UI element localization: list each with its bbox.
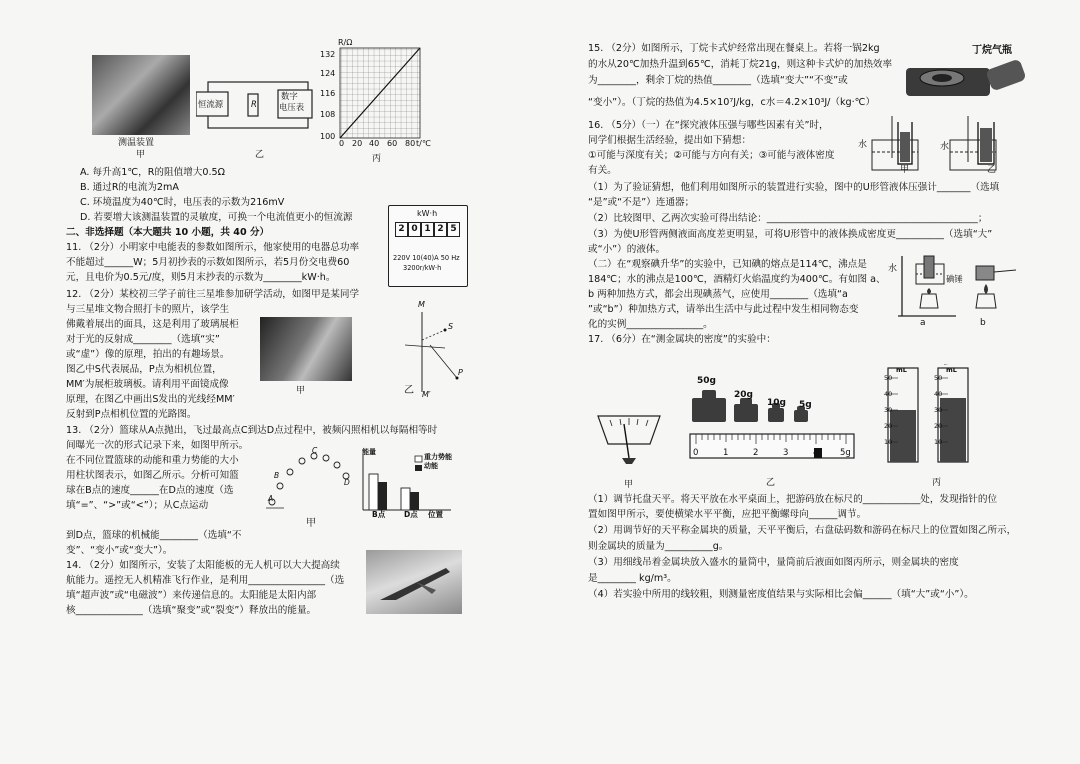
mirror-s-label: S bbox=[448, 322, 454, 331]
q12-line-9: 反射到P点相机位置的光路图。 bbox=[66, 409, 197, 420]
q13-line-7: 到D点，篮球的机械能________（选填“不 bbox=[66, 530, 242, 541]
q11-line-2: 不能超过______W；5月初抄表的示数如图所示，若5月份交电费60 bbox=[66, 257, 350, 268]
weight-label-20g: 20g bbox=[734, 390, 753, 400]
scale-tick-2: 2 bbox=[753, 448, 759, 458]
graph-x-tick-1: 20 bbox=[352, 139, 363, 148]
graph-x-tick-3: 60 bbox=[387, 139, 398, 148]
q17-q1-line-1: （1）调节托盘天平。将天平放在水平桌面上，把游码放在标尺的____________处，发现指针的位 bbox=[588, 494, 998, 505]
graph-x-axis-label: t/℃ bbox=[416, 139, 431, 148]
point-c-label: C bbox=[312, 446, 318, 455]
q16-line-1: 16. （5分）（一）在“探究液体压强与哪些因素有关”时， bbox=[588, 120, 829, 131]
mirror-yi-label: 乙 bbox=[404, 385, 414, 396]
q13-line-2: 间曝光一次的形式记录下来，如图甲所示。 bbox=[66, 440, 249, 451]
fig-yi-label: 乙 bbox=[255, 150, 265, 160]
scale-tick-5: 5g bbox=[840, 448, 851, 458]
q16-line-8: （3）为使U形管两侧液面高度差更明显，可将U形管中的液体换成密度更__________（选填“大” bbox=[588, 229, 993, 240]
q17-q2-line-1: （2）用调节好的天平称金属块的质量，天平平衡后，右盘砝码数和游码在标尺上的位置如图乙所示， bbox=[588, 525, 1017, 536]
mirror-p-label: P bbox=[458, 368, 463, 377]
weight-label-5g: 5g bbox=[799, 400, 812, 410]
balance-pointer-figure bbox=[594, 410, 664, 466]
q12-line-3: 佛戴着展出的面具，这是利用了玻璃展柜 bbox=[66, 319, 239, 330]
water-label-1: 水 bbox=[858, 140, 868, 150]
graph-y-tick-1: 124 bbox=[320, 69, 336, 78]
q16-line-11: 184℃；水的沸点是100℃，酒精灯火焰温度约为400℃。有如图 a、 bbox=[588, 274, 886, 285]
resistance-temperature-graph bbox=[336, 44, 426, 142]
weight-label-50g: 50g bbox=[697, 376, 716, 386]
cyl2-mark-50: 50 bbox=[934, 374, 943, 382]
weight-label-10g: 10g bbox=[767, 398, 786, 408]
cyl1-mark-30: 30 bbox=[884, 406, 893, 414]
graph-x-tick-0: 0 bbox=[339, 139, 345, 148]
meter-spec-1: 220V 10(40)A 50 Hz bbox=[393, 254, 460, 262]
iodine-water-label: 水 bbox=[888, 264, 898, 274]
q12-line-1: 12. （2分）某校初三学子前往三星堆参加研学活动，如图甲是某同学 bbox=[66, 289, 360, 300]
water-label-2: 水 bbox=[940, 142, 950, 152]
cylinder-bing-label: 丙 bbox=[932, 478, 942, 488]
q12-line-4: 对于光的反射成________（选填“实” bbox=[66, 334, 220, 345]
q17-q1-line-2: 置如图甲所示，要使横梁水平平衡，应把平衡螺母向______调节。 bbox=[588, 509, 867, 520]
bar-d-kinetic bbox=[410, 492, 419, 510]
circuit-diagram bbox=[196, 78, 320, 148]
q15-line-4: “变小”）。（丁烷的热值为4.5×10⁷J/kg，c水＝4.2×10³J/（kg·℃） bbox=[588, 97, 876, 108]
meter-digit-1: 0 bbox=[408, 222, 421, 237]
cyl1-mark-50: 50 bbox=[884, 374, 893, 382]
q16-line-13: ”或“b”）种加热方式，请举出生活中与此过程中发生相同物态变 bbox=[588, 304, 859, 315]
point-a-label: A bbox=[268, 494, 274, 503]
q17-q3-line-1: （3）用细线吊着金属块放入盛水的量筒中，量筒前后液面如图丙所示，则金属块的密度 bbox=[588, 557, 959, 568]
cyl2-mark-30: 30 bbox=[934, 406, 943, 414]
weight-50g bbox=[692, 398, 726, 422]
u-tube-yi-label: 乙 bbox=[987, 165, 997, 175]
option-b: B. 通过R的电流为2mA bbox=[80, 182, 179, 193]
meter-digits bbox=[395, 222, 460, 237]
scale-tick-3: 3 bbox=[783, 448, 789, 458]
butane-stove bbox=[902, 58, 1028, 102]
q17-q3-line-2: 是________ kg/m³。 bbox=[588, 573, 677, 584]
device-label: 测温装置 bbox=[118, 138, 155, 148]
q16-line-3: ①可能与深度有关；②可能与方向有关；③可能与液体密度 bbox=[588, 150, 835, 161]
q13-line-8: 变”、“变小”或“变大”）。 bbox=[66, 545, 173, 556]
q15-line-3: 为________，剩余丁烷的热值________（选填“变大”“不变”或 bbox=[588, 75, 848, 86]
legend-potential: 重力势能 bbox=[424, 453, 452, 461]
voltmeter-label-1: 数字 bbox=[281, 91, 298, 101]
cyl2-mark-20: 20 bbox=[934, 422, 943, 430]
option-a: A. 每升高1℃，R的阻值增大0.5Ω bbox=[80, 167, 225, 178]
fig-a-label: a bbox=[920, 318, 926, 328]
q15-line-2: 的水从20℃加热升温到65℃，消耗丁烷21g，则这种卡式炉的加热效率 bbox=[588, 59, 893, 70]
u-tube-jia-label: 甲 bbox=[900, 165, 910, 175]
point-b-label: B bbox=[274, 471, 280, 480]
iodine-hammer-label: 碘锤 bbox=[946, 274, 963, 284]
q13-line-6: 填“=”、“>”或“<”）；从C点运动 bbox=[66, 500, 209, 511]
bar-b-potential bbox=[369, 474, 378, 510]
pointer-needle bbox=[624, 424, 629, 458]
cyl2-mark-10: 10 bbox=[934, 438, 943, 446]
fig-bing-label: 丙 bbox=[372, 154, 382, 164]
sanxingdui-photo bbox=[260, 317, 352, 381]
q14-line-1: 14. （2分）如图所示，安装了太阳能板的无人机可以大大提高续 bbox=[66, 560, 340, 571]
chart-position-label: 位置 bbox=[428, 510, 443, 519]
q14-line-4: 核______________（选填“聚变”或“裂变”）释放出的能量。 bbox=[66, 605, 317, 616]
bar-d-potential bbox=[401, 488, 410, 510]
q13-jia-label: 甲 bbox=[306, 518, 316, 529]
meter-unit: kW·h bbox=[417, 209, 438, 218]
q16-line-12: b 两种加热方式，都会出现碘蒸气，应使用________（选填“a bbox=[588, 289, 848, 300]
cyl1-unit: mL bbox=[896, 366, 907, 374]
meter-digit-2: 1 bbox=[421, 222, 434, 237]
graph-x-tick-4: 80 bbox=[405, 139, 416, 148]
chart-b-point: B点 bbox=[372, 510, 386, 519]
graph-y-tick-2: 116 bbox=[320, 89, 336, 98]
graph-x-tick-2: 40 bbox=[369, 139, 380, 148]
q14-line-3: 填“超声波”或“电磁波”）来传递信息的。太阳能是太阳内部 bbox=[66, 590, 317, 601]
point-d-label: D bbox=[344, 478, 350, 487]
meter-digit-0: 2 bbox=[395, 222, 408, 237]
voltmeter-label-2: 电压表 bbox=[279, 102, 305, 112]
q16-line-5: （1）为了验证猜想，他们利用如图所示的装置进行实验，图中的U形管液体压强计_______（选填 bbox=[588, 182, 1000, 193]
temperature-device-photo bbox=[92, 55, 190, 135]
q16-line-4: 有关。 bbox=[588, 165, 617, 176]
meter-digit-4: 5 bbox=[447, 222, 460, 237]
bar-b-kinetic bbox=[378, 482, 387, 510]
cyl2-unit: mL bbox=[946, 366, 957, 374]
cyl1-mark-20: 20 bbox=[884, 422, 893, 430]
graph-y-tick-4: 100 bbox=[320, 132, 336, 141]
scale-tick-1: 1 bbox=[723, 448, 729, 458]
graph-y-tick-0: 132 bbox=[320, 50, 336, 59]
chart-d-point: D点 bbox=[404, 510, 418, 519]
q13-line-3: 在不同位置篮球的动能和重力势能的大小 bbox=[66, 455, 239, 466]
graduated-cylinders bbox=[882, 364, 982, 468]
meter-spec-2: 3200r/kW·h bbox=[403, 264, 442, 272]
q15-line-1: 15. （2分）如图所示，丁烷卡式炉经常出现在餐桌上。若将一锅2kg bbox=[588, 43, 880, 54]
meter-digit-3: 2 bbox=[434, 222, 447, 237]
q12-line-2: 与三星堆文物合照打卡的照片，该学生 bbox=[66, 304, 230, 315]
q13-line-1: 13. （2分）篮球从A点抛出，飞过最高点C到达D点过程中，被频闪照相机以每隔相等时 bbox=[66, 425, 438, 436]
q14-line-2: 航能力。遥控无人机精准飞行作业，是利用________________（选 bbox=[66, 575, 345, 586]
mirror-m2-label: M′ bbox=[422, 390, 431, 399]
scale-tick-0: 0 bbox=[693, 448, 699, 458]
q17-q4: （4）若实验中所用的线较粗，则测量密度值结果与实际相比会偏______（填“大”或“小”）。 bbox=[588, 589, 974, 600]
q12-line-5: 或“虚”）像的原理，拍出的有趣场景。 bbox=[66, 349, 230, 360]
option-d: D. 若要增大该测温装置的灵敏度，可换一个电流值更小的恒流源 bbox=[80, 212, 353, 223]
balance-jia-label: 甲 bbox=[624, 480, 634, 490]
q17-q2-line-2: 则金属块的质量为__________g。 bbox=[588, 541, 729, 552]
q12-line-6: 图乙中S代表展品，P点为相机位置， bbox=[66, 364, 222, 375]
q13-line-4: 用柱状图表示，如图乙所示。分析可知篮 bbox=[66, 470, 239, 481]
q16-line-2: 同学们根据生活经验，提出如下猜想： bbox=[588, 135, 752, 146]
rider-scale bbox=[688, 432, 856, 462]
q16-line-6: “是”或“不是”）连通器； bbox=[588, 197, 695, 208]
q17-line-1: 17. （6分）在“测金属块的密度”的实验中： bbox=[588, 334, 776, 345]
basketball-trajectory bbox=[264, 448, 356, 518]
chart-energy-label: 能量 bbox=[362, 448, 376, 456]
section-2-heading: 二、非选择题（本大题共 10 小题，共 40 分） bbox=[66, 227, 270, 238]
cyl1-mark-10: 10 bbox=[884, 438, 893, 446]
fig-b-label: b bbox=[980, 318, 986, 328]
q12-line-8: 原理，在图乙中画出S发出的光线经MM′ bbox=[66, 394, 235, 405]
q16-line-9: 或“小”）的液体。 bbox=[588, 244, 666, 255]
q16-line-10: （二）在“观察碘升华”的实验中，已知碘的熔点是114℃，沸点是 bbox=[588, 259, 867, 270]
scale-yi-label: 乙 bbox=[766, 478, 776, 488]
electric-meter bbox=[388, 205, 468, 287]
constant-source-label: 恒流源 bbox=[198, 99, 224, 109]
q16-line-14: 化的实例________________。 bbox=[588, 319, 713, 330]
q12-jia-label: 甲 bbox=[296, 386, 306, 396]
legend-kinetic: 动能 bbox=[424, 462, 438, 470]
graph-y-axis-label: R/Ω bbox=[338, 38, 353, 47]
q13-line-5: 球在B点的速度______在D点的速度（选 bbox=[66, 485, 234, 496]
option-c: C. 环境温度为40℃时，电压表的示数为216mV bbox=[80, 197, 285, 208]
fig-jia-label: 甲 bbox=[136, 150, 146, 160]
q12-line-7: MM′为展柜玻璃板。请利用平面镜成像 bbox=[66, 379, 229, 390]
graph-y-tick-3: 108 bbox=[320, 110, 336, 119]
mirror-m-label: M bbox=[418, 300, 425, 309]
butane-label: 丁烷气瓶 bbox=[972, 45, 1012, 56]
weight-20g bbox=[734, 404, 758, 422]
q16-line-7: （2）比较图甲、乙两次实验可得出结论：____________________________________________； bbox=[588, 213, 988, 224]
q11-line-1: 11. （2分）小明家中电能表的参数如图所示，他家使用的电器总功率 bbox=[66, 242, 360, 253]
cyl1-mark-40: 40 bbox=[884, 390, 893, 398]
resistor-label: R bbox=[251, 99, 257, 109]
drone-shape bbox=[376, 560, 456, 604]
scale-tick-4: 4 bbox=[813, 448, 819, 458]
q11-line-3: 元，且电价为0.5元/度，则5月末抄表的示数为________kW·h。 bbox=[66, 272, 336, 283]
cyl2-mark-40: 40 bbox=[934, 390, 943, 398]
